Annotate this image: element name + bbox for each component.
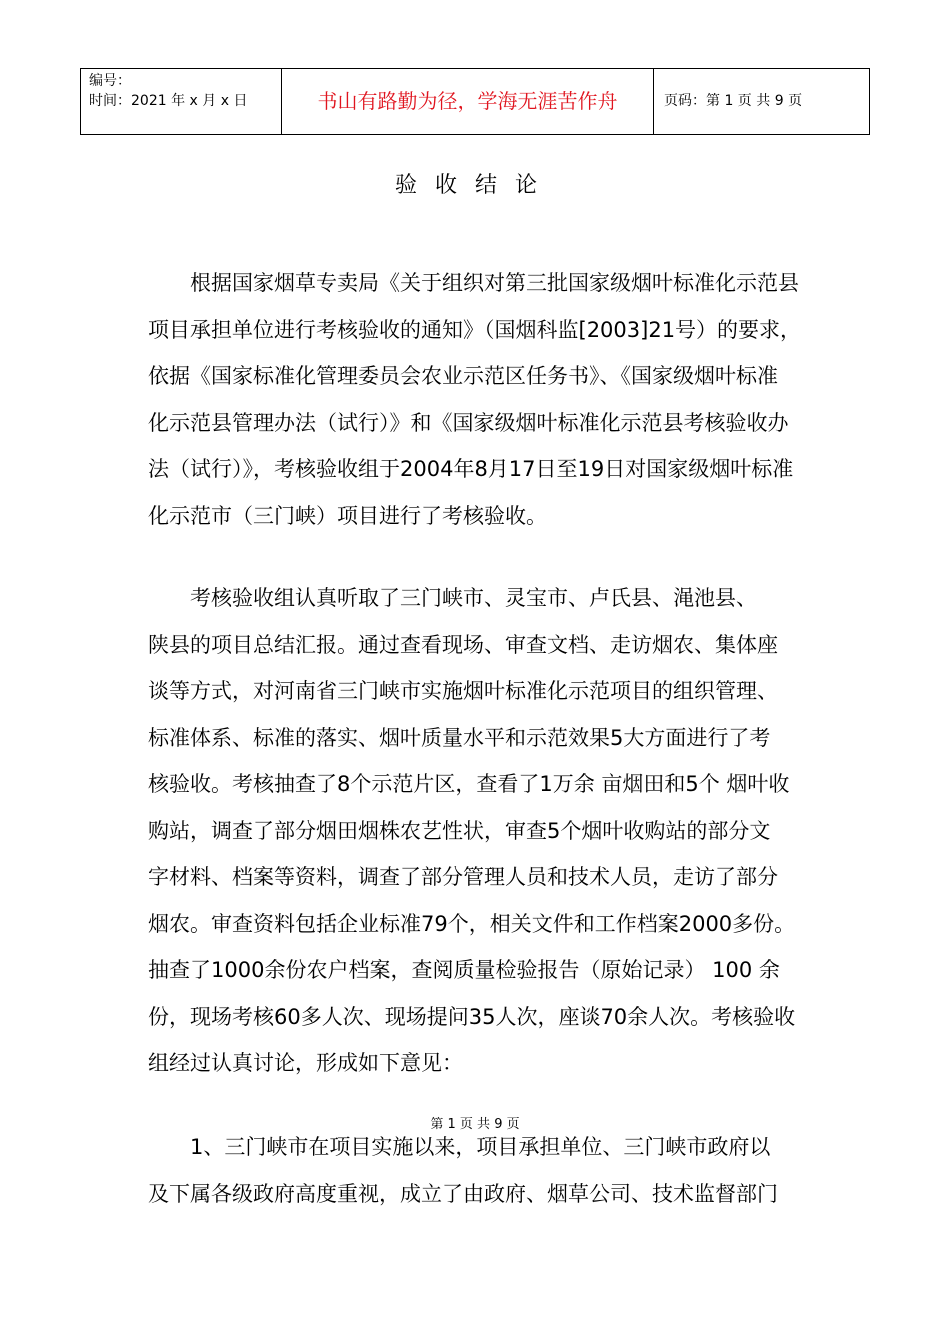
paragraph-line: 谈等方式，对河南省三门峡市实施烟叶标准化示范项目的组织管理、 (148, 679, 778, 703)
paragraph-line: 陕县的项目总结汇报。通过查看现场、审查文档、走访烟农、集体座 (148, 632, 778, 657)
paragraph-line: 组经过认真讨论，形成如下意见： (148, 1051, 463, 1075)
paragraph-line: 购站，调查了部分烟田烟株农艺性状，审查5个烟叶收购站的部分文 (148, 818, 771, 843)
header-page-cell (654, 69, 869, 134)
paragraph-line: 考核验收组认真听取了三门峡市、灵宝市、卢氏县、渑池县、 (148, 586, 757, 610)
paragraph-1 (148, 260, 848, 539)
paragraph-line: 标准体系、标准的落实、烟叶质量水平和示范效果5大方面进行了考 (148, 725, 771, 750)
page-footer: 第 1 页 共 9 页 (430, 1117, 520, 1132)
paragraph-line: 化示范县管理办法（试行）》和《国家级烟叶标准化示范县考核验收办 (148, 410, 789, 435)
paragraph-line: 份，现场考核60多人次、现场提问35人次，座谈70余人次。考核验收 (148, 1004, 796, 1029)
paragraph-line: 核验收。考核抽查了8个示范片区，查看了1万余 亩烟田和5个 烟叶收 (148, 772, 790, 796)
paragraph-line: 字材料、档案等资料，调查了部分管理人员和技术人员，走访了部分 (148, 865, 778, 889)
document-date: 时间：2021 年 x 月 x 日 (89, 93, 248, 109)
paragraph-3 (148, 1124, 848, 1217)
document-number-label: 编号： (89, 73, 131, 89)
paragraph-line: 项目承担单位进行考核验收的通知》（国烟科监[2003]21号）的要求， (148, 317, 802, 342)
paragraph-2 (148, 575, 848, 1087)
paragraph-line: 根据国家烟草专卖局《关于组织对第三批国家级烟叶标准化示范县 (148, 271, 799, 295)
paragraph-line: 法（试行）》，考核验收组于2004年8月17日至19日对国家级烟叶标准 (148, 457, 794, 481)
document-title: 验收结论 (394, 173, 555, 198)
paragraph-line: 及下属各级政府高度重视，成立了由政府、烟草公司、技术监督部门 (148, 1181, 778, 1206)
paragraph-line: 1、三门峡市在项目实施以来，项目承担单位、三门峡市政府以 (148, 1135, 771, 1159)
paragraph-line: 抽查了1000余份农户档案，查阅质量检验报告（原始记录） 100 余 (148, 958, 780, 982)
paragraph-line: 化示范市（三门峡）项目进行了考核验收。 (148, 503, 547, 528)
header-page-info: 页码：第 1 页 共 9 页 (664, 92, 803, 109)
header-motto: 书山有路勤为径，学海无涯苦作舟 (317, 89, 618, 113)
paragraph-line: 依据《国家标准化管理委员会农业示范区任务书》、《国家级烟叶标准 (148, 364, 778, 388)
header-left-cell (81, 69, 282, 134)
header-motto-cell (282, 69, 654, 134)
paragraph-line: 烟农。审查资料包括企业标准79个，相关文件和工作档案2000多份。 (148, 911, 796, 936)
header-table (80, 68, 870, 135)
